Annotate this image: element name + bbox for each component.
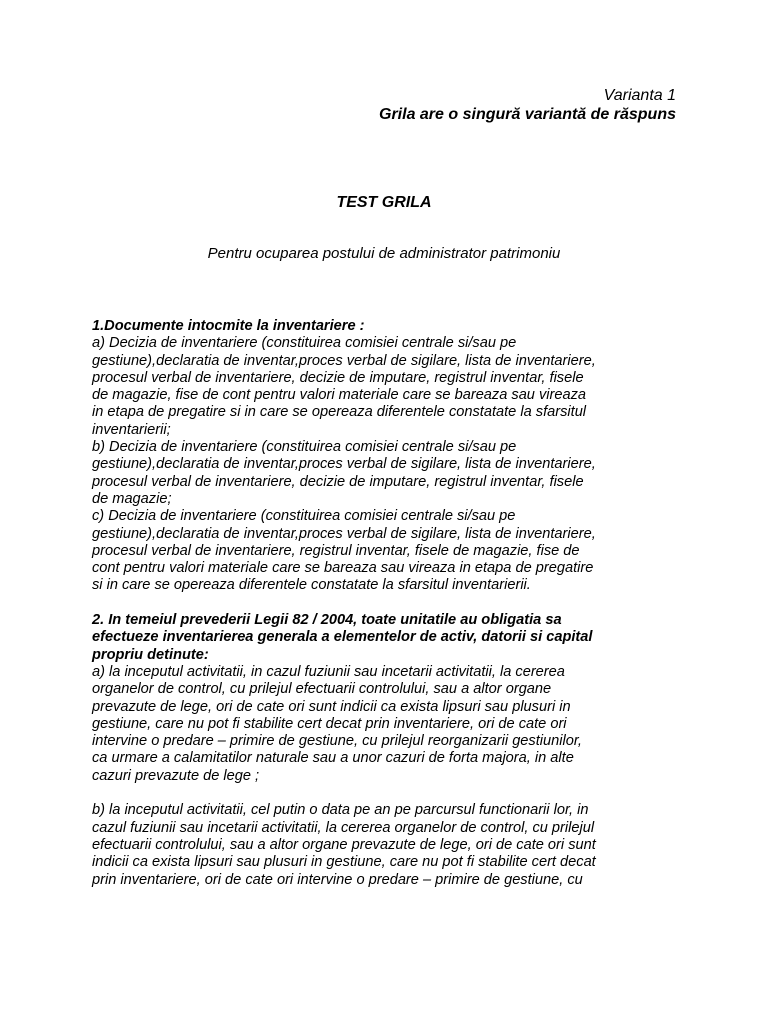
answer-line: indicii ca exista lipsuri sau plusuri in gestiune, care nu pot fi stabilite cert decat [92,854,596,871]
question-1-title: 1.Documente intocmite la inventariere : [92,318,365,334]
answer-line: prevazute de lege, ori de cate ori sunt indicii ca exista lipsuri sau plusuri in [92,698,571,715]
answer-line: c) Decizia de inventariere (constituirea comisiei centrale si/sau pe [92,508,516,525]
answer-line: procesul verbal de inventariere, decizie de imputare, registrul inventar, fisele [92,473,584,490]
page-title: TEST GRILA [336,194,432,211]
answer-line: de magazie; [92,490,172,507]
spacer [92,595,682,612]
question-2-answer-b [92,802,682,888]
answer-line: a) la inceputul activitatii, in cazul fuziunii sau incetarii activitatii, la cererea [92,663,565,680]
question-1 [92,318,682,595]
question-2-title-line: propriu detinute: [92,646,209,663]
answer-line: cazuri prevazute de lege ; [92,767,260,784]
answer-line: gestiune),declaratia de inventar,proces verbal de sigilare, lista de inventariere, [92,456,596,473]
variant-label: Varianta 1 [603,87,676,104]
answer-line: intervine o predare – primire de gestiune, cu prilejul reorganizarii gestiunilor, [92,733,582,750]
answer-line: gestiune),declaratia de inventar,proces verbal de sigilare, lista de inventariere, [92,352,596,369]
answer-line: efectuarii controlului, sau a altor organe prevazute de lege, ori de cate ori sunt [92,836,596,853]
answer-line: in etapa de pregatire si in care se opereaza diferentele constatate la sfarsitul [92,404,587,421]
answer-line: b) la inceputul activitatii, cel putin o data pe an pe parcursul functionarii lor, in [92,802,589,819]
header-block [379,86,676,124]
spacer [92,785,682,802]
question-2-title-line: efectueze inventarierea generala a elementelor de activ, datorii si capital [92,629,593,646]
question-1-answer-c [92,508,682,594]
questions-content [92,318,682,889]
answer-line: de magazie, fise de cont pentru valori materiale care se bareaza sau vireaza [92,387,587,404]
answer-line: ca urmare a calamitatilor naturale sau a unor cazuri de forta majora, in alte [92,750,574,767]
question-1-answer-b [92,439,682,508]
answer-line: inventarierii; [92,421,171,438]
answer-rule-note: Grila are o singură variantă de răspuns [379,106,676,123]
question-2-title-line: 2. In temeiul prevederii Legii 82 / 2004, toate unitatile au obligatia sa [92,612,562,629]
answer-line: a) Decizia de inventariere (constituirea comisiei centrale si/sau pe [92,335,517,352]
answer-line: cazul fuziunii sau incetarii activitatii, la cererea organelor de control, cu prilejul [92,819,595,836]
question-2 [92,612,682,889]
answer-line: organelor de control, cu prilejul efectuarii controlului, sau a altor organe [92,681,552,698]
question-2-answer-a [92,664,682,785]
answer-line: b) Decizia de inventariere (constituirea comisiei centrale si/sau pe [92,439,517,456]
answer-line: si in care se opereaza diferentele constatate la sfarsitul inventarierii. [92,577,531,594]
answer-line: cont pentru valori materiale care se bareaza sau vireaza in etapa de pregatire [92,560,594,577]
answer-line: prin inventariere, ori de cate ori intervine o predare – primire de gestiune, cu [92,871,583,888]
answer-line: gestiune, care nu pot fi stabilite cert decat prin inventariere, ori de cate ori [92,715,567,732]
page-subtitle: Pentru ocuparea postului de administrator patrimoniu [207,245,561,262]
question-1-answer-a [92,335,682,439]
answer-line: procesul verbal de inventariere, registrul inventar, fisele de magazie, fise de [92,542,580,559]
answer-line: gestiune),declaratia de inventar,proces verbal de sigilare, lista de inventariere, [92,525,596,542]
answer-line: procesul verbal de inventariere, decizie de imputare, registrul inventar, fisele [92,369,584,386]
